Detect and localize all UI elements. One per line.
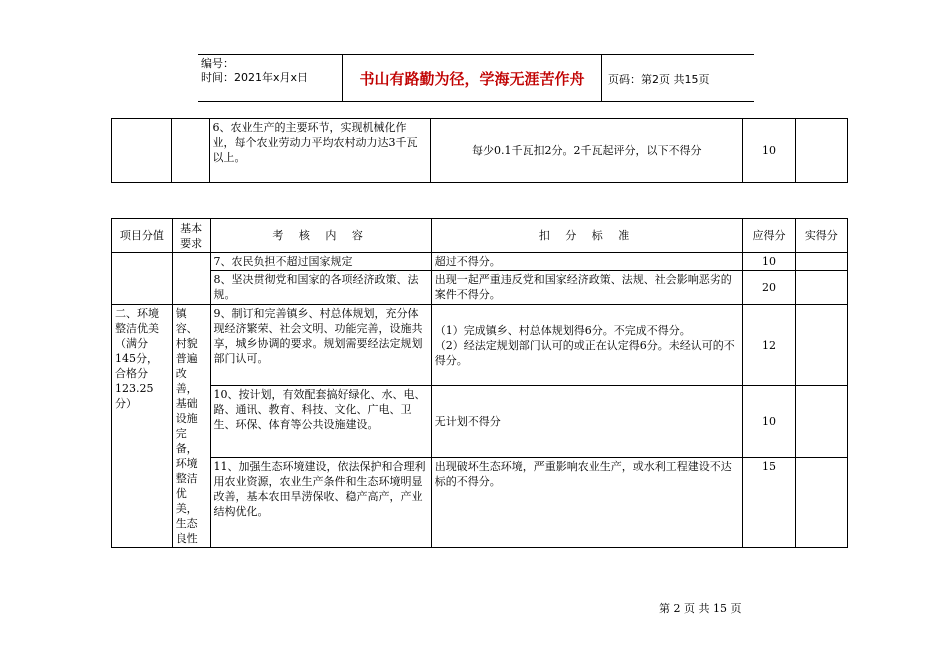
deduction-cell: 超过不得分。 <box>431 253 743 271</box>
table-continued <box>111 118 848 183</box>
code-label: 编号： <box>201 57 234 70</box>
table-row <box>112 458 848 548</box>
deduction-cell: 无计划不得分 <box>431 386 743 458</box>
deduction-cell <box>431 305 743 386</box>
page-footer: 第 2 页 共 15 页 <box>659 602 742 615</box>
time-label: 时间：2021年x月x日 <box>201 71 309 84</box>
content-cell: 10、按计划，有效配套搞好绿化、水、电、路、通讯、教育、科技、文化、广电、卫生、环保、体育等公共设施建设。 <box>210 386 431 458</box>
header-meta <box>201 57 308 85</box>
table-header-row <box>112 219 848 253</box>
deduction-cell: 每少0.1千瓦扣2分。2千瓦起评分，以下不得分 <box>431 119 743 183</box>
content-cell: 8、坚决贯彻党和国家的各项经济政策、法规。 <box>210 271 431 305</box>
header-basic: 基本要求 <box>172 219 210 253</box>
assessment-table <box>111 218 848 548</box>
deduction-cell: 出现一起严重违反党和国家经济政策、法规、社会影响恶劣的案件不得分。 <box>431 271 743 305</box>
content-cell: 7、农民负担不超过国家规定 <box>210 253 431 271</box>
deduction-cell: 出现破坏生态环境，严重影响农业生产，或水利工程建设不达标的不得分。 <box>431 458 743 548</box>
points-cell: 20 <box>743 271 795 305</box>
page-info: 页码：第2页 共15页 <box>608 73 710 86</box>
table-row <box>112 386 848 458</box>
motto: 书山有路勤为径，学海无涯苦作舟 <box>342 55 602 101</box>
content-cell: 9、制订和完善镇乡、村总体规划，充分体现经济繁荣、社会文明、功能完善，设施共享，城乡协调的要求。规划需要经法定规划部门认可。 <box>210 305 431 386</box>
content-cell: 6、农业生产的主要环节，实现机械化作业，每个农业劳动力平均农村动力达3千瓦以上。 <box>209 119 431 183</box>
page-header <box>198 54 754 102</box>
actual-cell <box>795 119 847 183</box>
points-cell: 10 <box>743 119 795 183</box>
points-cell: 12 <box>743 305 795 386</box>
table-row <box>112 305 848 386</box>
table-row <box>112 119 848 183</box>
content-cell: 11、加强生态环境建设，依法保护和合理利用农业资源，农业生产条件和生态环境明显改善，基本农田旱涝保收、稳产高产，产业结构优化。 <box>210 458 431 548</box>
deduction-line-1: （1）完成镇乡、村总体规划得6分。不完成不得分。 <box>434 323 691 337</box>
points-cell: 10 <box>743 253 795 271</box>
points-cell: 10 <box>743 386 795 458</box>
table-row <box>112 271 848 305</box>
deduction-line-2: （2）经法定规划部门认可的或正在认定得6分。未经认可的不得分。 <box>434 338 735 367</box>
header-deduction: 扣 分 标 准 <box>431 219 743 253</box>
points-cell: 15 <box>743 458 795 548</box>
header-item: 项目分值 <box>112 219 173 253</box>
header-actual: 实得分 <box>795 219 847 253</box>
basic-cell: 镇容、村貌普遍改善，基础设施完备，环境整洁优美，生态良性 <box>172 305 210 548</box>
item-cell: 二、环境整洁优美（满分145分，合格分123.25分） <box>112 305 173 548</box>
header-content: 考 核 内 容 <box>210 219 431 253</box>
table-row <box>112 253 848 271</box>
header-should: 应得分 <box>743 219 795 253</box>
